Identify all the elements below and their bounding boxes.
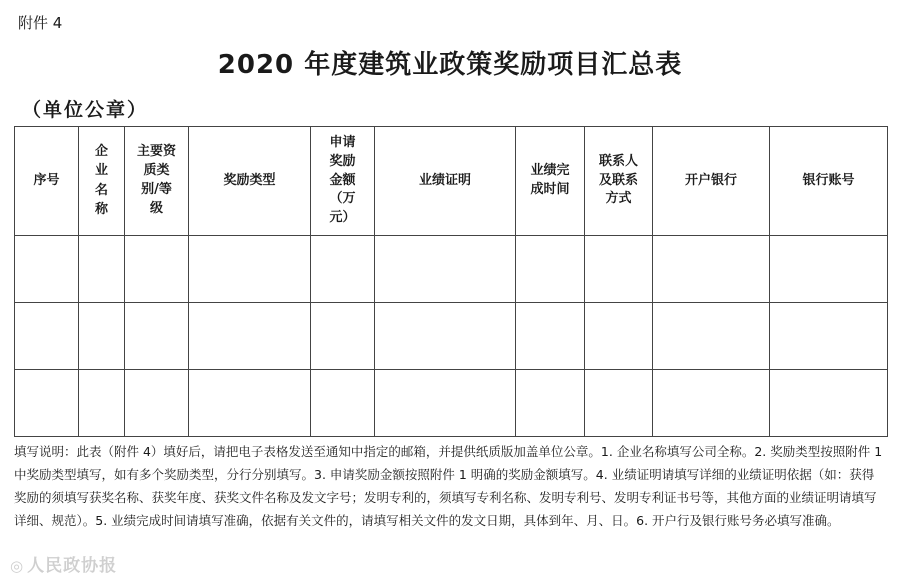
- table-cell[interactable]: [770, 303, 888, 370]
- table-cell[interactable]: [311, 303, 375, 370]
- table-row: [15, 303, 888, 370]
- table-cell[interactable]: [79, 236, 125, 303]
- table-cell[interactable]: [189, 236, 311, 303]
- table-cell[interactable]: [653, 303, 770, 370]
- header-row: [15, 127, 888, 236]
- swirl-logo-icon: ◎: [10, 557, 25, 575]
- table-cell[interactable]: [585, 370, 653, 437]
- table-cell[interactable]: [585, 236, 653, 303]
- table-cell[interactable]: [79, 370, 125, 437]
- header-amount: 申请奖励金额（万元）: [311, 127, 375, 236]
- annex-label: 附件 4: [18, 14, 63, 32]
- filling-instructions: 填写说明：此表（附件 4）填好后，请把电子表格发送至通知中指定的邮箱，并提供纸质版加盖单位公章。1. 企业名称填写公司全称。2. 奖励类型按照附件 1 中奖励类型填写，如有多个奖励类型，分行分别填写。3. 申请奖励金额按照附件 1 明确的奖励金额填写。4. 业绩证明请填写详细的业绩证明依据（如：获得奖励的须填写获奖名称、获奖年度、获奖文件名称及发文字号；发明专利的，须填写专利名称、发明专利号、发明专利证书号等，其他方面的业绩证明请填写详细、规范）。5. 业绩完成时间请填写准确，依据有关文件的，请填写相关文件的发文日期，具体到年、月、日。6. 开户行及银行账号务必填写准确。: [14, 444, 883, 528]
- header-bank: 开户银行: [653, 127, 770, 236]
- header-completion-time: 业绩完成时间: [516, 127, 585, 236]
- table-row: [15, 370, 888, 437]
- table-cell[interactable]: [375, 370, 516, 437]
- header-qualification: 主要资质类别/等级: [125, 127, 189, 236]
- table-cell[interactable]: [653, 236, 770, 303]
- table-cell[interactable]: [653, 370, 770, 437]
- watermark-text: 人民政协报: [27, 556, 118, 576]
- table-cell[interactable]: [311, 236, 375, 303]
- header-proof: 业绩证明: [375, 127, 516, 236]
- table-cell[interactable]: [311, 370, 375, 437]
- table-cell[interactable]: [770, 236, 888, 303]
- table-cell[interactable]: [125, 303, 189, 370]
- table-cell[interactable]: [516, 370, 585, 437]
- table-cell[interactable]: [125, 370, 189, 437]
- header-serial: 序号: [15, 127, 79, 236]
- table-cell[interactable]: [189, 303, 311, 370]
- table-cell[interactable]: [770, 370, 888, 437]
- table-cell[interactable]: [15, 303, 79, 370]
- table-cell[interactable]: [375, 236, 516, 303]
- watermark: [10, 551, 117, 576]
- unit-seal-label: （单位公章）: [22, 99, 149, 121]
- table-cell[interactable]: [15, 236, 79, 303]
- page-title: 2020 年度建筑业政策奖励项目汇总表: [217, 50, 683, 80]
- table-cell[interactable]: [125, 236, 189, 303]
- table-cell[interactable]: [516, 303, 585, 370]
- table-cell[interactable]: [585, 303, 653, 370]
- table-cell[interactable]: [79, 303, 125, 370]
- table-cell[interactable]: [15, 370, 79, 437]
- table-cell[interactable]: [375, 303, 516, 370]
- header-reward-type: 奖励类型: [189, 127, 311, 236]
- table-cell[interactable]: [516, 236, 585, 303]
- table-row: [15, 236, 888, 303]
- summary-table: [14, 126, 888, 437]
- table-cell[interactable]: [189, 370, 311, 437]
- header-company: 企业名称: [79, 127, 125, 236]
- header-account: 银行账号: [770, 127, 888, 236]
- header-contact: 联系人及联系方式: [585, 127, 653, 236]
